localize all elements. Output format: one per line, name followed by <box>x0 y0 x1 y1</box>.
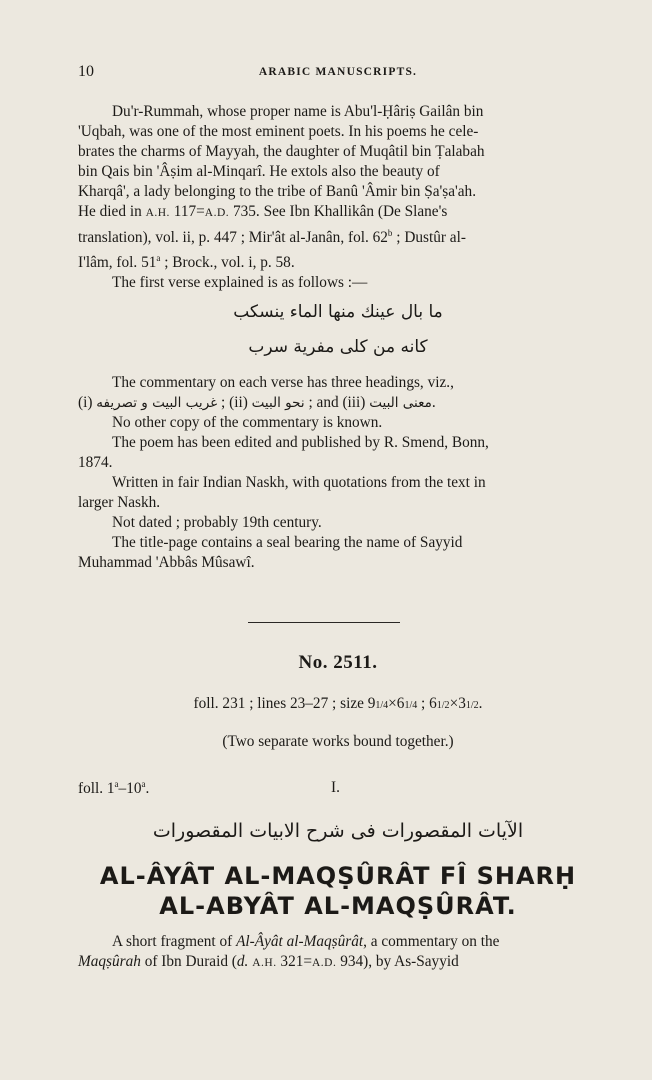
intro-paragraph <box>78 102 598 293</box>
arabic-title: الآيات المقصورات فى شرح الابيات المقصورات <box>152 820 524 842</box>
running-title: ARABIC MANUSCRIPTS. <box>258 66 418 78</box>
commentary-paragraph <box>78 373 598 573</box>
note-line: The title-page contains a seal bearing the name of Sayyid <box>112 534 463 551</box>
closing-line: Maqṣûrah of Ibn Duraid (d. A.H. 321=A.D. 934), by As-Sayyid <box>78 953 459 970</box>
main-title <box>78 861 598 921</box>
note-line: larger Naskh. <box>78 494 161 511</box>
note-line: Written in fair Indian Naskh, with quotations from the text in <box>112 474 486 491</box>
commentary-line: (i) غريب البيت و تصريفه ; (ii) نحو البيت ; and (iii) معنى البيت. <box>78 394 436 411</box>
page-header <box>78 63 598 85</box>
arabic-verse-line-2: كانه من كلى مفرية سرب <box>248 337 428 357</box>
folio-range: foll. 1$^a$–10$^a$. <box>78 779 150 798</box>
intro-line: I'lâm, fol. 51$^a$ ; Brock., vol. i, p. 58. <box>78 253 295 272</box>
closing-paragraph <box>78 932 598 973</box>
note-line: The poem has been edited and published by R. Smend, Bonn, <box>112 434 489 451</box>
intro-line: Kharqâ', a lady belonging to the tribe of Banû 'Âmir bin Ṣa'ṣa'ah. <box>78 183 477 200</box>
title-line-2: AL-ABYÂT AL-MAQṢÛRÂT. <box>159 892 517 920</box>
note-line: Muhammad 'Abbâs Mûsawî. <box>78 554 255 571</box>
part-number: I. <box>331 779 340 796</box>
section-divider <box>248 622 400 623</box>
page-number: 10 <box>78 63 94 80</box>
intro-line: brates the charms of Mayyah, the daughter of Muqâtil bin Ṭalabah <box>78 143 485 160</box>
note-line: 1874. <box>78 454 113 471</box>
entry-note: (Two separate works bound together.) <box>222 733 454 750</box>
intro-line: 'Uqbah, was one of the most eminent poets. In his poems he cele- <box>78 123 479 140</box>
intro-line: bin Qais bin 'Âṣim al-Minqarî. He extols also the beauty of <box>78 163 440 180</box>
title-line-1: AL-ÂYÂT AL-MAQṢÛRÂT FÎ SHARḤ <box>99 862 577 890</box>
verse-intro: The first verse explained is as follows :— <box>112 274 368 292</box>
intro-line: translation), vol. ii, p. 447 ; Mir'ât al-Janân, fol. 62$^b$ ; Dustûr al- <box>78 228 466 247</box>
commentary-line: The commentary on each verse has three headings, viz., <box>112 374 454 391</box>
intro-line: He died in A.H. 117=A.D. 735. See Ibn Khallikân (De Slane's <box>78 203 448 220</box>
arabic-verse-line-1: ما بال عينك منها الماء ينسكب <box>233 302 443 322</box>
closing-line: A short fragment of Al-Âyât al-Maqṣûrât, a commentary on the <box>112 933 500 950</box>
intro-line: Du'r-Rummah, whose proper name is Abu'l-Ḥâriṣ Gailân bin <box>112 103 484 120</box>
entry-number: No. 2511. <box>298 652 378 673</box>
note-line: Not dated ; probably 19th century. <box>112 514 322 531</box>
note-line: No other copy of the commentary is known. <box>112 414 383 431</box>
entry-description: foll. 231 ; lines 23–27 ; size 91/4×61/4 ; 61/2×31/2. <box>193 695 483 712</box>
